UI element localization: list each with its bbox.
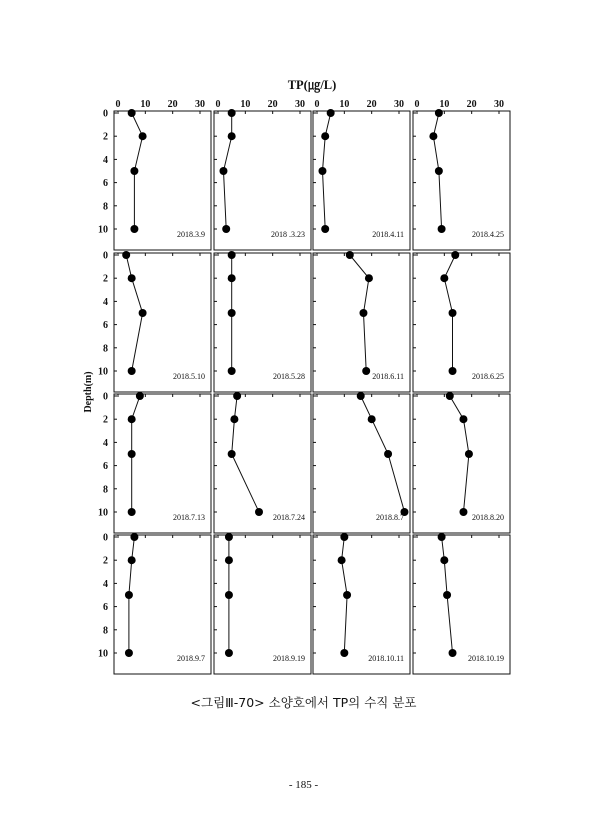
data-point	[357, 392, 365, 400]
data-point	[318, 167, 326, 175]
x-tick-label: 0	[314, 99, 320, 110]
y-tick-label: 4	[103, 578, 108, 590]
data-point	[449, 649, 457, 657]
page-number: - 185 -	[288, 779, 319, 791]
data-point	[128, 109, 136, 117]
y-tick-label: 10	[98, 366, 108, 378]
x-tick-label: 0	[215, 99, 221, 110]
data-point	[440, 556, 448, 564]
y-tick-label: 6	[103, 320, 108, 332]
panel-5	[98, 251, 211, 393]
data-point	[130, 167, 138, 175]
data-point	[128, 508, 136, 516]
data-point	[429, 132, 437, 140]
y-axis-label: Depth(m)	[83, 371, 94, 413]
data-point	[233, 392, 241, 400]
data-point	[340, 533, 348, 541]
panel-7	[313, 251, 410, 392]
data-point	[438, 225, 446, 233]
y-tick-label: 2	[103, 414, 108, 426]
panel-date-label: 2018.6.25	[472, 372, 504, 381]
data-point	[122, 251, 130, 259]
x-tick-label: 20	[167, 99, 178, 110]
x-tick-label: 10	[339, 99, 350, 110]
panel-10	[214, 392, 311, 533]
data-point	[128, 274, 136, 282]
data-point	[228, 450, 236, 458]
y-tick-label: 0	[103, 532, 108, 544]
panel-date-label: 2018.4.11	[372, 230, 404, 239]
y-tick-label: 6	[103, 602, 108, 614]
data-point	[139, 309, 147, 317]
panel-date-label: 2018.10.11	[368, 654, 404, 663]
x-tick-label: 0	[414, 99, 420, 110]
y-tick-label: 4	[103, 296, 108, 308]
y-tick-label: 0	[103, 391, 108, 403]
panel-11	[313, 392, 410, 533]
data-point	[449, 367, 457, 375]
data-point	[228, 132, 236, 140]
y-tick-label: 4	[103, 437, 108, 449]
data-point	[343, 591, 351, 599]
data-point	[128, 450, 136, 458]
data-point	[219, 167, 227, 175]
data-point	[225, 533, 233, 541]
x-tick-label: 20	[267, 99, 278, 110]
data-point	[225, 591, 233, 599]
x-tick-label: 20	[366, 99, 377, 110]
y-tick-label: 8	[103, 343, 108, 355]
figure-caption: <그림Ⅲ-70> 소양호에서 TP의 수직 분포	[190, 695, 417, 710]
panel-date-label: 2018.3.9	[177, 230, 205, 239]
data-point	[136, 392, 144, 400]
data-point	[340, 649, 348, 657]
data-point	[255, 508, 263, 516]
data-point	[359, 309, 367, 317]
y-tick-label: 10	[98, 507, 108, 519]
data-point	[321, 132, 329, 140]
data-point	[346, 251, 354, 259]
y-tick-label: 0	[103, 108, 108, 120]
data-point	[451, 251, 459, 259]
data-point	[449, 309, 457, 317]
data-point	[327, 109, 335, 117]
y-tick-label: 2	[103, 273, 108, 285]
data-point	[228, 251, 236, 259]
data-point	[125, 591, 133, 599]
panel-12	[413, 392, 510, 533]
data-point	[338, 556, 346, 564]
x-tick-label: 0	[115, 99, 121, 110]
data-point	[128, 415, 136, 423]
data-point	[459, 415, 467, 423]
y-tick-label: 0	[103, 250, 108, 262]
x-tick-label: 30	[195, 99, 205, 110]
y-tick-label: 8	[103, 484, 108, 496]
panel-9	[98, 392, 211, 534]
data-point	[435, 109, 443, 117]
chart-title: TP(㎍/L)	[287, 78, 337, 92]
panel-3	[313, 99, 410, 250]
data-point	[384, 450, 392, 458]
data-point	[465, 450, 473, 458]
data-point	[225, 649, 233, 657]
y-tick-label: 4	[103, 154, 108, 166]
data-point	[128, 556, 136, 564]
panel-2	[214, 99, 311, 250]
x-tick-label: 10	[140, 99, 151, 110]
x-tick-label: 10	[240, 99, 251, 110]
panel-date-label: 2018.9.7	[177, 654, 205, 663]
data-point	[228, 274, 236, 282]
x-tick-label: 10	[439, 99, 450, 110]
panel-14	[214, 533, 311, 674]
data-point	[459, 508, 467, 516]
data-point	[130, 533, 138, 541]
data-point	[128, 367, 136, 375]
data-point	[130, 225, 138, 233]
data-point	[230, 415, 238, 423]
y-tick-label: 2	[103, 131, 108, 143]
y-tick-label: 2	[103, 555, 108, 567]
panel-grid	[98, 99, 510, 674]
profile-line	[361, 396, 405, 512]
data-point	[438, 533, 446, 541]
panel-date-label: 2018.5.28	[273, 372, 305, 381]
data-point	[222, 225, 230, 233]
panel-6	[214, 251, 311, 392]
panel-date-label: 2018.4.25	[472, 230, 504, 239]
data-point	[228, 309, 236, 317]
data-point	[443, 591, 451, 599]
x-tick-label: 20	[466, 99, 477, 110]
data-point	[225, 556, 233, 564]
data-point	[446, 392, 454, 400]
y-tick-label: 10	[98, 224, 108, 236]
panel-date-label: 2018.8.20	[472, 513, 504, 522]
data-point	[228, 367, 236, 375]
x-tick-label: 30	[494, 99, 504, 110]
panel-1	[98, 99, 211, 250]
data-point	[435, 167, 443, 175]
profile-line	[232, 396, 259, 512]
x-tick-label: 30	[295, 99, 305, 110]
data-point	[368, 415, 376, 423]
data-point	[365, 274, 373, 282]
panel-date-label: 2018.10.19	[468, 654, 504, 663]
panel-date-label: 2018.5.10	[173, 372, 205, 381]
y-tick-label: 6	[103, 178, 108, 190]
y-tick-label: 8	[103, 625, 108, 637]
y-tick-label: 6	[103, 461, 108, 473]
data-point	[321, 225, 329, 233]
panel-15	[313, 533, 410, 674]
x-tick-label: 30	[394, 99, 404, 110]
y-tick-label: 10	[98, 648, 108, 660]
panel-8	[413, 251, 510, 392]
panel-13	[98, 533, 211, 675]
y-tick-label: 8	[103, 201, 108, 213]
panel-16	[413, 533, 510, 674]
data-point	[440, 274, 448, 282]
data-point	[362, 367, 370, 375]
panel-4	[413, 99, 510, 250]
data-point	[228, 109, 236, 117]
panel-date-label: 2018.7.24	[273, 513, 305, 522]
panel-date-label: 2018 .3.23	[271, 230, 305, 239]
panel-date-label: 2018.9.19	[273, 654, 305, 663]
panel-date-label: 2018.6.11	[372, 372, 404, 381]
panel-date-label: 2018.8.7	[376, 513, 404, 522]
panel-date-label: 2018.7.13	[173, 513, 205, 522]
data-point	[139, 132, 147, 140]
data-point	[125, 649, 133, 657]
